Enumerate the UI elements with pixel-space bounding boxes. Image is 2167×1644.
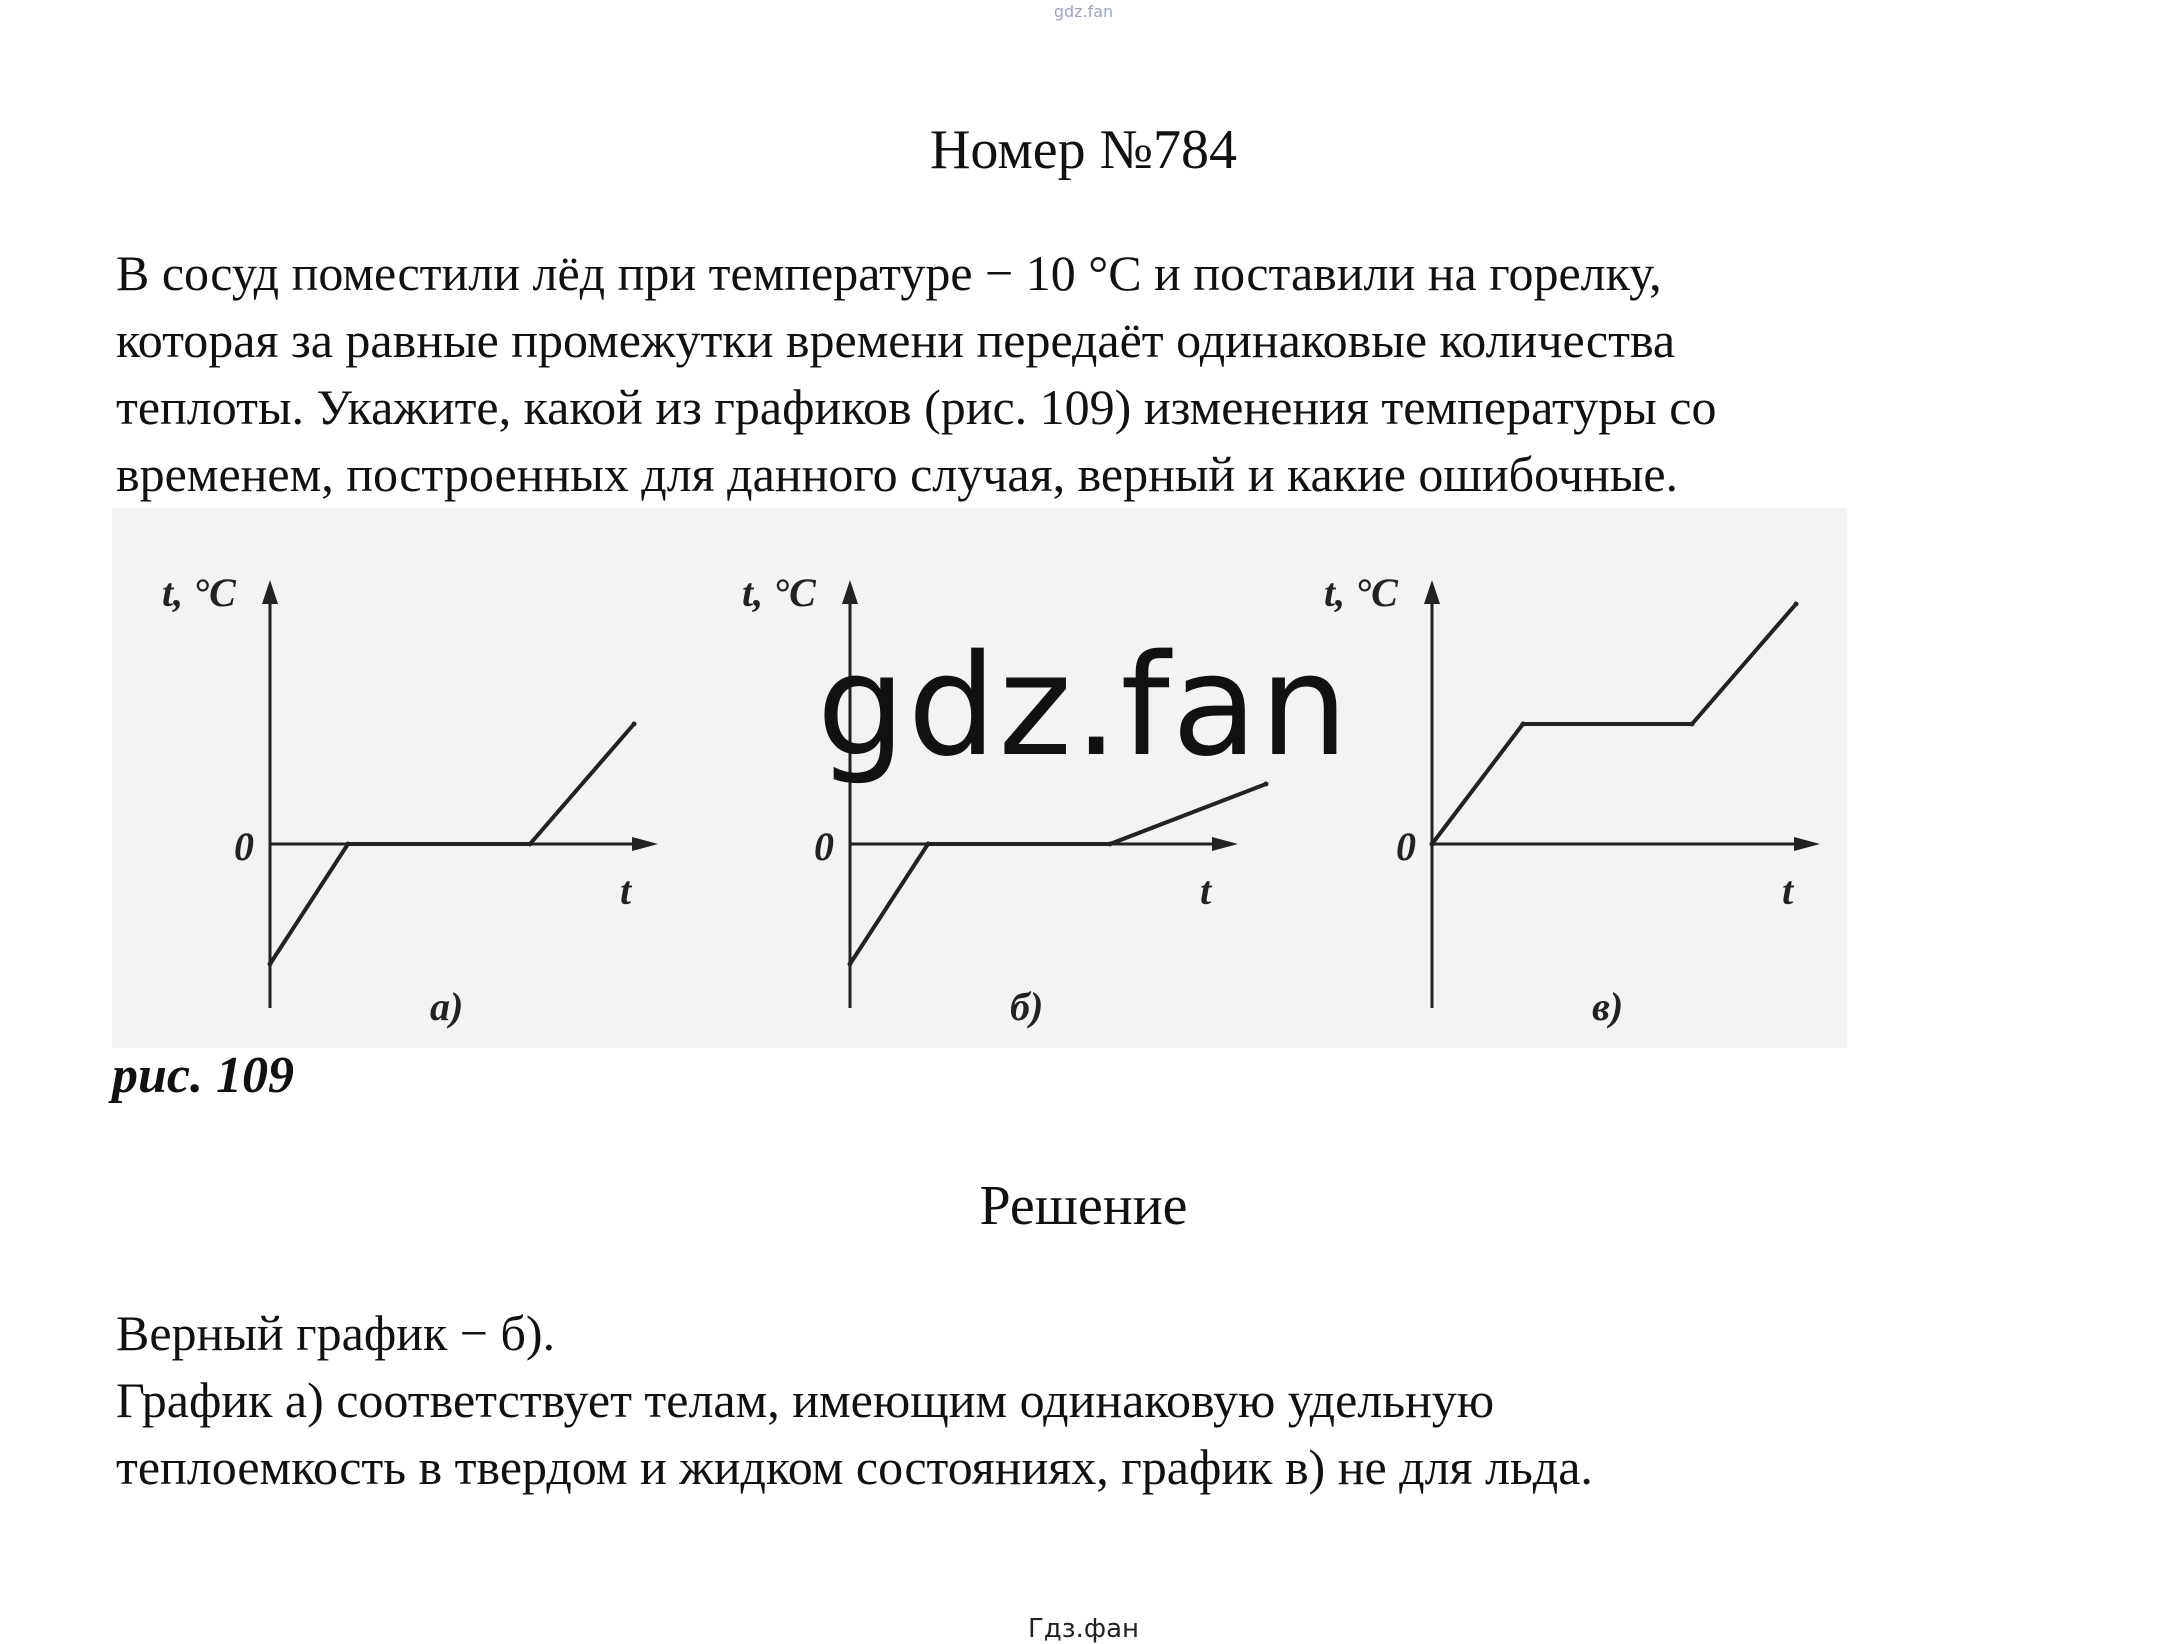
solution-text — [116, 1300, 2106, 1501]
curve-point — [1108, 842, 1113, 847]
curve-point — [848, 962, 853, 967]
panel-label: а) — [430, 984, 464, 1029]
y-axis-arrow-icon — [1424, 580, 1440, 604]
solution-line: теплоемкость в твердом и жидком состояниях, график в) не для льда. — [116, 1439, 1593, 1495]
site-label-top: gdz.fan — [1053, 2, 1114, 21]
origin-label: 0 — [234, 824, 254, 869]
panel-label: б) — [1010, 984, 1044, 1029]
curve-point — [528, 842, 533, 847]
x-axis-arrow-icon — [632, 837, 658, 851]
curve-point — [346, 842, 351, 847]
x-axis-arrow-icon — [1212, 837, 1238, 851]
origin-label: 0 — [814, 824, 834, 869]
x-axis-label: t — [1782, 868, 1794, 913]
y-axis-label: t, °C — [1324, 570, 1398, 615]
figure-caption: рис. 109 — [112, 1047, 294, 1104]
panel-label: в) — [1592, 984, 1624, 1029]
site-label-bottom: Гдз.фан — [1027, 1614, 1140, 1644]
y-axis-arrow-icon — [262, 580, 278, 604]
problem-line: теплоты. Укажите, какой из графиков (рис. 109) изменения температуры со — [116, 379, 1717, 435]
y-axis-arrow-icon — [842, 580, 858, 604]
curve-point — [268, 962, 273, 967]
x-axis-label: t — [1200, 868, 1212, 913]
problem-text — [116, 240, 2106, 508]
curve-point — [1794, 602, 1799, 607]
curve-point — [1430, 842, 1435, 847]
x-axis-arrow-icon — [1794, 837, 1820, 851]
x-axis-label: t — [620, 868, 632, 913]
y-axis-label: t, °C — [162, 570, 236, 615]
watermark: gdz.fan — [816, 625, 1351, 788]
page-title: Номер №784 — [929, 119, 1238, 181]
y-axis-label: t, °C — [742, 570, 816, 615]
curve-point — [926, 842, 931, 847]
solution-line: График а) соответствует телам, имеющим одинаковую удельную — [116, 1372, 1495, 1428]
origin-label: 0 — [1396, 824, 1416, 869]
problem-line: временем, построенных для данного случая, верный и какие ошибочные. — [116, 446, 1679, 502]
problem-line: В сосуд поместили лёд при температуре − 10 °С и поставили на горелку, — [116, 245, 1662, 301]
problem-line: которая за равные промежутки времени передаёт одинаковые количества — [116, 312, 1676, 368]
solution-line: Верный график − б). — [116, 1305, 556, 1361]
solution-title: Решение — [979, 1175, 1188, 1237]
